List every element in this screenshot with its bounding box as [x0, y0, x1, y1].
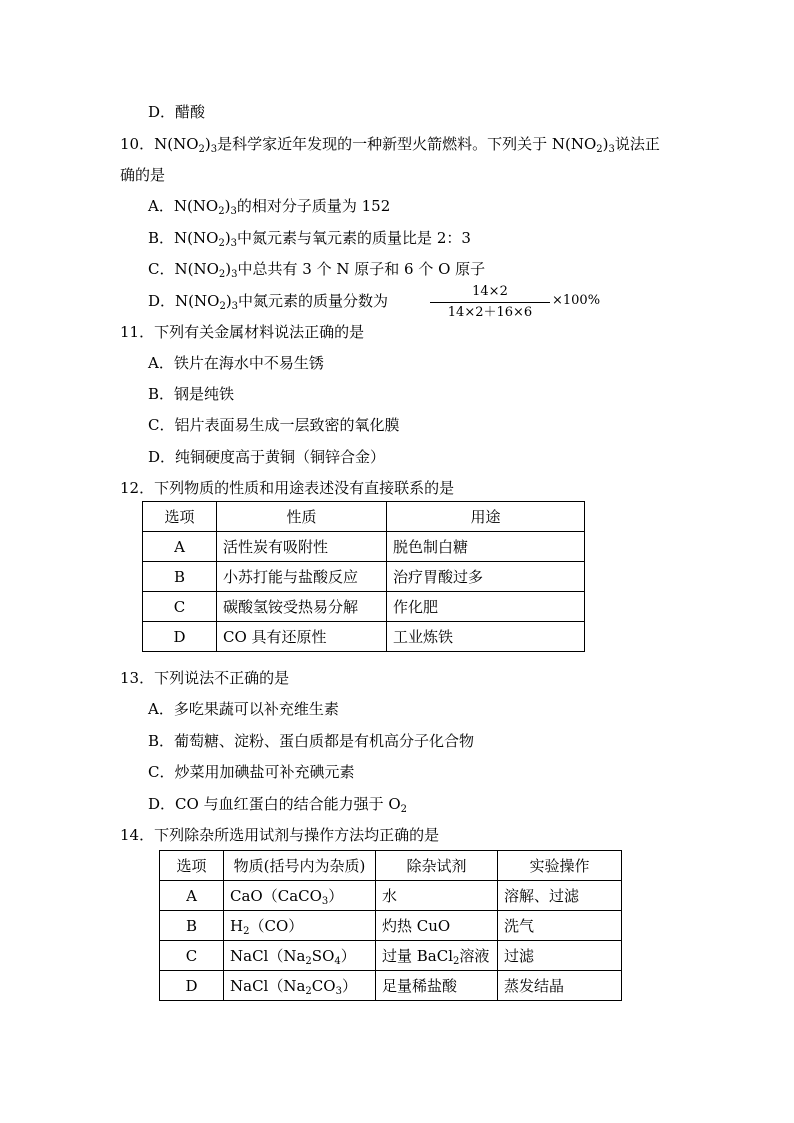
- q13-option-d: [148, 794, 407, 814]
- table-cell: [376, 941, 498, 971]
- table-cell: A: [160, 881, 224, 911]
- text: 是科学家近年发现的一种新型火箭燃料。下列关于 N(NO: [217, 135, 597, 153]
- text: C．N(NO: [148, 260, 219, 278]
- mass-fraction-formula: [430, 284, 600, 324]
- text: ）: [340, 947, 356, 965]
- table-cell: 水: [376, 881, 498, 911]
- table-row: [143, 562, 585, 592]
- header-cell: 性质: [217, 502, 387, 532]
- subscript: 3: [231, 301, 239, 312]
- subscript: 2: [305, 986, 312, 997]
- q10-stem-line2: 确的是: [120, 166, 166, 184]
- text: H: [230, 917, 244, 935]
- table-header-row: [143, 502, 585, 532]
- table-cell: A: [143, 532, 217, 562]
- text: ): [204, 135, 211, 153]
- table-cell: 灼热 CuO: [376, 911, 498, 941]
- text: NaCl（Na: [230, 977, 306, 995]
- q14-table: [159, 850, 622, 1001]
- fraction-bar: [430, 302, 550, 303]
- text: 中总共有 3 个 N 原子和 6 个 O 原子: [237, 260, 486, 278]
- q11-option-c: C．铝片表面易生成一层致密的氧化膜: [148, 416, 400, 434]
- subscript: 2: [453, 956, 460, 967]
- table-cell: 小苏打能与盐酸反应: [217, 562, 387, 592]
- text: （CO）: [249, 917, 304, 935]
- q10-option-d: [148, 291, 388, 311]
- text: 过量 BaCl: [382, 947, 454, 965]
- text: ): [224, 229, 231, 247]
- subscript: 2: [400, 804, 408, 815]
- table-cell: 过滤: [498, 941, 622, 971]
- text: 说法正: [614, 135, 660, 153]
- fraction-multiplier: ×100%: [552, 293, 601, 308]
- q10-option-b: [148, 228, 471, 248]
- text: 中氮元素的质量分数为: [238, 292, 389, 310]
- q11-option-b: B．钢是纯铁: [148, 385, 235, 403]
- subscript: 3: [608, 144, 615, 155]
- table-cell: D: [143, 622, 217, 652]
- subscript: 3: [231, 269, 238, 280]
- subscript: 2: [243, 926, 250, 937]
- subscript: 3: [335, 986, 342, 997]
- q10-option-a: [148, 196, 390, 216]
- q14-stem: 14．下列除杂所选用试剂与操作方法均正确的是: [120, 826, 440, 844]
- text: 中氮元素与氧元素的质量比是 2：3: [237, 229, 471, 247]
- text: D．CO 与血红蛋白的结合能力强于 O: [148, 795, 401, 813]
- text: CaO（CaCO: [230, 887, 322, 905]
- table-row: [143, 592, 585, 622]
- text: CO: [311, 977, 336, 995]
- subscript: 2: [218, 238, 225, 249]
- table-row: [143, 532, 585, 562]
- text: NaCl（Na: [230, 947, 306, 965]
- text: 溶液: [459, 947, 490, 965]
- text: D．N(NO: [148, 292, 220, 310]
- q9-option-d: D．醋酸: [148, 103, 206, 121]
- table-row: [160, 941, 622, 971]
- q10-option-c: [148, 259, 485, 279]
- table-cell: 碳酸氢铵受热易分解: [217, 592, 387, 622]
- q13-stem: 13．下列说法不正确的是: [120, 669, 290, 687]
- text: ): [225, 292, 232, 310]
- table-cell: [224, 971, 376, 1001]
- q13-option-b: B．葡萄糖、淀粉、蛋白质都是有机高分子化合物: [148, 732, 475, 750]
- table-cell: 治疗胃酸过多: [387, 562, 585, 592]
- table-cell: 溶解、过滤: [498, 881, 622, 911]
- fraction-denominator: 14×2＋16×6: [447, 305, 533, 320]
- subscript: 2: [219, 301, 226, 312]
- table-row: [160, 971, 622, 1001]
- table-cell: [224, 911, 376, 941]
- table-cell: 足量稀盐酸: [376, 971, 498, 1001]
- q11-option-d: D．纯铜硬度高于黄铜（铜锌合金）: [148, 448, 386, 466]
- text: ): [224, 197, 231, 215]
- table-cell: B: [143, 562, 217, 592]
- q13-option-c: C．炒菜用加碘盐可补充碘元素: [148, 763, 355, 781]
- text: 的相对分子质量为 152: [236, 197, 391, 215]
- text: ): [602, 135, 609, 153]
- q10-stem-line1: [120, 134, 660, 154]
- table-cell: C: [160, 941, 224, 971]
- header-cell: 用途: [387, 502, 585, 532]
- text: B．N(NO: [148, 229, 219, 247]
- table-cell: 作化肥: [387, 592, 585, 622]
- table-cell: 蒸发结晶: [498, 971, 622, 1001]
- subscript: 2: [198, 144, 205, 155]
- text: ）: [341, 977, 357, 995]
- subscript: 2: [596, 144, 603, 155]
- header-cell: 选项: [143, 502, 217, 532]
- table-cell: C: [143, 592, 217, 622]
- q11-option-a: A．铁片在海水中不易生锈: [148, 354, 324, 372]
- table-cell: 工业炼铁: [387, 622, 585, 652]
- table-cell: [224, 941, 376, 971]
- subscript: 2: [218, 206, 225, 217]
- header-cell: 选项: [160, 851, 224, 881]
- table-row: [143, 622, 585, 652]
- table-row: [160, 911, 622, 941]
- fraction-numerator: 14×2: [472, 284, 508, 299]
- header-cell: 除杂试剂: [376, 851, 498, 881]
- table-cell: D: [160, 971, 224, 1001]
- text: ）: [328, 887, 344, 905]
- text: A．N(NO: [148, 197, 219, 215]
- subscript: 2: [305, 956, 312, 967]
- subscript: 3: [230, 206, 237, 217]
- table-cell: B: [160, 911, 224, 941]
- header-cell: 物质(括号内为杂质): [224, 851, 376, 881]
- table-row: [160, 881, 622, 911]
- subscript: 3: [321, 896, 329, 907]
- table-header-row: [160, 851, 622, 881]
- text: ): [225, 260, 232, 278]
- table-cell: 洗气: [498, 911, 622, 941]
- text: SO: [311, 947, 335, 965]
- subscript: 2: [218, 269, 226, 280]
- q13-option-a: A．多吃果蔬可以补充维生素: [148, 700, 339, 718]
- q12-table: [142, 501, 585, 652]
- subscript: 4: [334, 956, 341, 967]
- text: 10．N(NO: [120, 135, 199, 153]
- table-cell: 脱色制白糖: [387, 532, 585, 562]
- table-cell: CO 具有还原性: [217, 622, 387, 652]
- subscript: 3: [210, 144, 218, 155]
- table-cell: 活性炭有吸附性: [217, 532, 387, 562]
- q11-stem: 11．下列有关金属材料说法正确的是: [120, 323, 365, 341]
- q12-stem: 12．下列物质的性质和用途表述没有直接联系的是: [120, 479, 455, 497]
- table-cell: [224, 881, 376, 911]
- header-cell: 实验操作: [498, 851, 622, 881]
- subscript: 3: [230, 238, 238, 249]
